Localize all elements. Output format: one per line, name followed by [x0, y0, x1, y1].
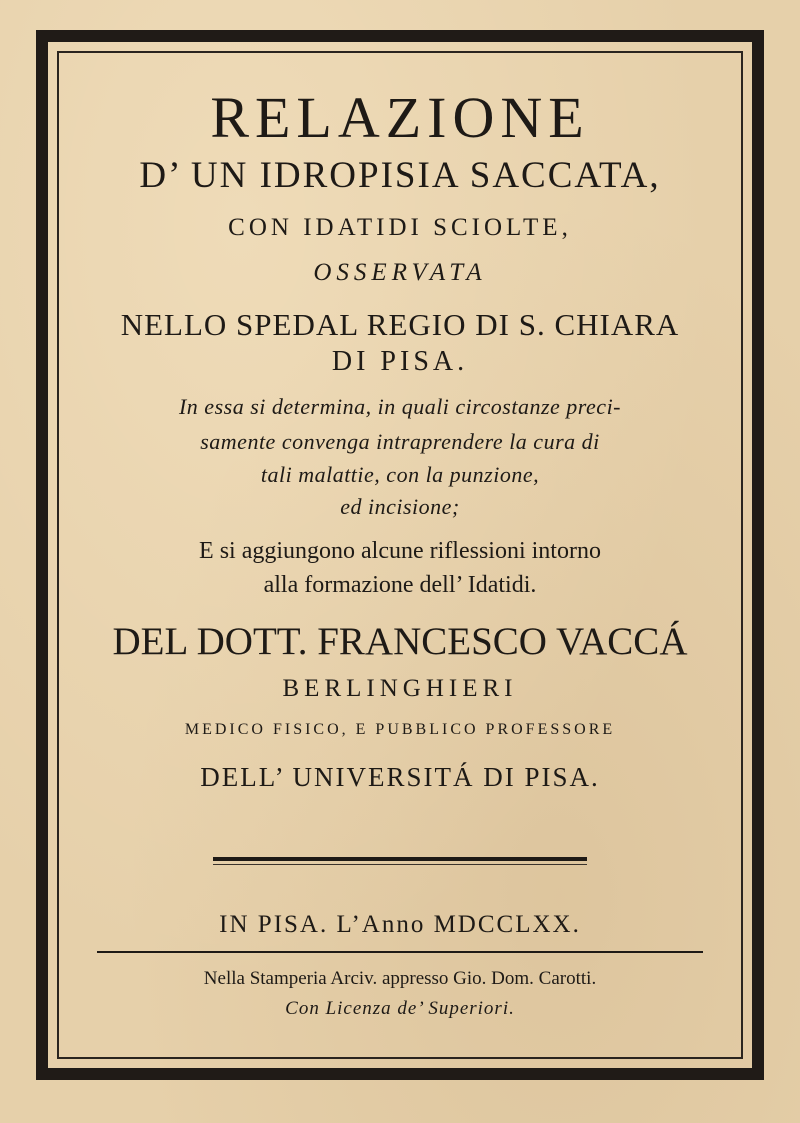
description-line-1: In essa si determina, in quali circostanze preci-: [178, 394, 622, 419]
author-role: MEDICO FISICO, E PUBBLICO PROFESSORE: [184, 721, 616, 738]
printer-line: Nella Stamperia Arciv. appresso Gio. Dom. Carotti.: [203, 968, 597, 989]
author-surname: BERLINGHIERI: [282, 675, 518, 702]
imprint-divider: [97, 951, 703, 953]
description-line-3: tali malattie, con la punzione,: [260, 462, 540, 487]
subtitle-line-3: OSSERVATA: [313, 259, 487, 286]
decorative-rule-thick: [213, 857, 587, 861]
title-page-content: [60, 54, 740, 1054]
licence-line: Con Licenza de’ Superiori.: [285, 998, 515, 1019]
author-affiliation: DELL’ UNIVERSITÁ DI PISA.: [200, 762, 600, 792]
additional-line-1: E si aggiungono alcune riflessioni intorno: [199, 538, 601, 564]
decorative-rule-thin: [213, 864, 587, 865]
description-line-4: ed incisione;: [340, 494, 460, 519]
book-title: RELAZIONE: [210, 85, 590, 150]
subtitle-line-5: DI PISA.: [331, 346, 469, 377]
description-line-2: samente convenga intraprendere la cura di: [200, 429, 600, 454]
additional-line-2: alla formazione dell’ Idatidi.: [263, 572, 537, 598]
imprint-place-year: IN PISA. L’Anno MDCCLXX.: [219, 911, 581, 938]
subtitle-line-2: CON IDATIDI SCIOLTE,: [228, 214, 572, 241]
subtitle-line-1: D’ UN IDROPISIA SACCATA,: [139, 155, 661, 196]
author-name: DEL DOTT. FRANCESCO VACCÁ: [112, 620, 688, 663]
subtitle-line-4: NELLO SPEDAL REGIO DI S. CHIARA: [120, 307, 680, 342]
